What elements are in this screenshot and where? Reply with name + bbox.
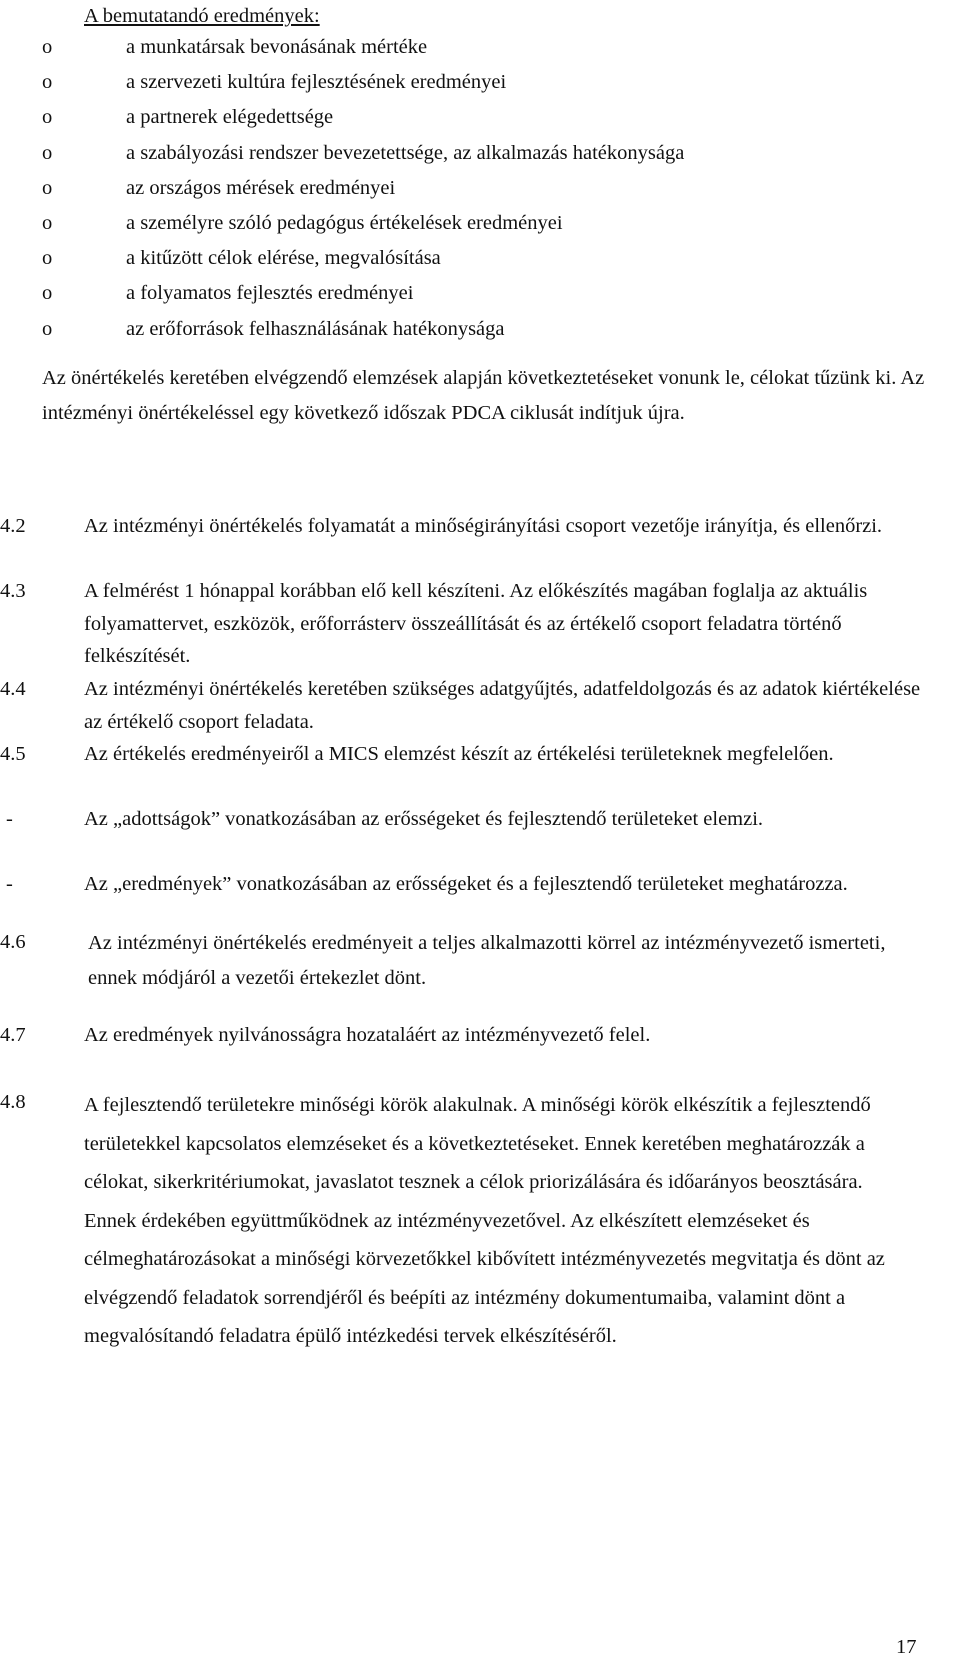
list-item-text: a személyre szóló pedagógus értékelések eredményei — [126, 211, 563, 234]
bullet-icon: o — [42, 106, 53, 129]
item-number: 4.6 — [0, 931, 26, 953]
bullet-icon: o — [42, 282, 53, 305]
item-text: A fejlesztendő területekre minőségi körök alakulnak. A minőségi körök elkészítik a fejlesztendő területekkel kapcsolatos elemzéseket és a következtetéseket. Ennek keretében meghatározzák a célokat, sikerkritériumokat, javaslatot tesznek a célok priorizálására és időarányos beosztására. Ennek érdekében együttműködnek az intézményvezetővel. Az elkészített elemzéseket és célmeghatározásokat a minőségi körvezetőkkel kibővített intézményvezetés megvitatja és dönt az elvégzendő feladatok sorrendjéről és beépíti az intézmény dokumentumaiba, valamint dönt a megvalósítandó feladatra épülő intézkedési tervek elkészítéséről. — [84, 1094, 885, 1347]
bullet-icon: o — [42, 141, 53, 164]
bullet-icon: o — [42, 71, 53, 94]
bullet-icon: o — [42, 211, 53, 234]
item-number: 4.5 — [0, 743, 26, 765]
list-item-text: a szervezeti kultúra fejlesztésének eredményei — [126, 71, 507, 94]
list-item-text: az erőforrások felhasználásának hatékonysága — [126, 317, 505, 340]
item-number: 4.7 — [0, 1024, 26, 1046]
item-text: Az intézményi önértékelés folyamatát a minőségirányítási csoport vezetője irányítja, és ellenőrzi. — [84, 515, 883, 537]
item-text: A felmérést 1 hónappal korábban elő kell készíteni. Az előkészítés magában foglalja az aktuális folyamattervet, eszközök, erőforrásterv összeállítását és az értékelő csoport feladatra történő felkészítését. — [84, 580, 868, 667]
list-item-text: a partnerek elégedettsége — [126, 106, 334, 129]
item-number: 4.2 — [0, 515, 26, 537]
bullet-icon: o — [42, 317, 53, 340]
item-number: 4.4 — [0, 678, 26, 700]
item-text: Az „eredmények” vonatkozásában az erősségeket és a fejlesztendő területeket meghatározza. — [84, 873, 848, 895]
item-number: 4.3 — [0, 580, 26, 602]
bullet-icon: o — [42, 36, 53, 58]
list-item-text: a folyamatos fejlesztés eredményei — [126, 282, 414, 305]
item-text: Az intézményi önértékelés eredményeit a teljes alkalmazotti körrel az intézményvezető ismerteti, ennek módjáról a vezetői értekezlet dönt. — [88, 932, 886, 989]
bullet-icon: o — [42, 176, 53, 199]
list-item-text: az országos mérések eredményei — [126, 176, 396, 199]
item-dash: - — [6, 808, 13, 830]
item-dash: - — [6, 873, 13, 895]
item-text: Az értékelés eredményeiről a MICS elemzést készít az értékelési területeknek megfelelően. — [84, 743, 834, 765]
item-text: Az „adottságok” vonatkozásában az erősségeket és fejlesztendő területeket elemzi. — [84, 808, 764, 830]
list-item-text: a kitűzött célok elérése, megvalósítása — [126, 247, 441, 270]
item-text: Az intézményi önértékelés keretében szükséges adatgyűjtés, adatfeldolgozás és az adatok kiértékelése az értékelő csoport feladata. — [84, 678, 921, 733]
bullet-icon: o — [42, 247, 53, 270]
list-item-text: a szabályozási rendszer bevezetettsége, az alkalmazás hatékonysága — [126, 141, 685, 164]
item-number: 4.8 — [0, 1091, 26, 1113]
item-text: Az eredmények nyilvánosságra hozataláért az intézményvezető felel. — [84, 1024, 651, 1046]
body-paragraph: Az önértékelés keretében elvégzendő elemzések alapján következtetéseket vonunk le, célokat tűzünk ki. Az intézményi önértékeléssel egy következő időszak PDCA ciklusát indítjuk újra. — [42, 367, 925, 424]
results-heading: A bemutatandó eredmények: — [84, 5, 320, 27]
list-item-text: a munkatársak bevonásának mértéke — [126, 36, 428, 58]
page-number: 17 — [896, 1636, 917, 1658]
